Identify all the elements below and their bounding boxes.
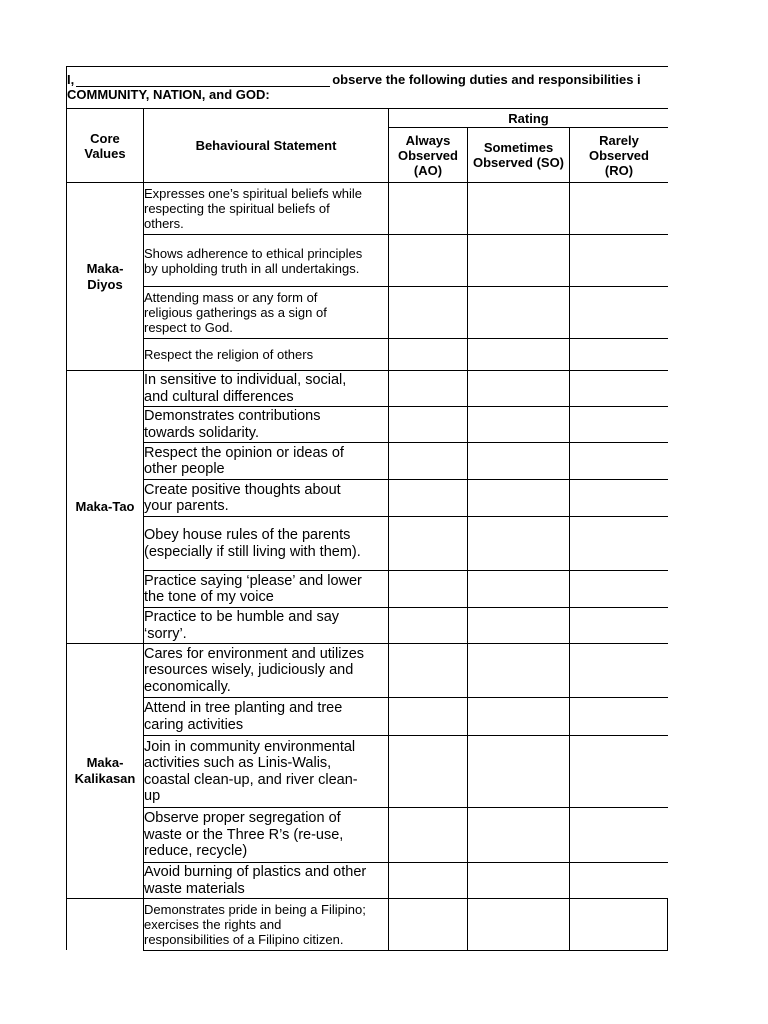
header-behavioural-statement: Behavioural Statement bbox=[195, 138, 337, 153]
statement-cell: Respect the religion of others bbox=[144, 347, 314, 362]
header-rating: Rating bbox=[508, 110, 549, 126]
header-core-values: Core Values bbox=[84, 130, 126, 161]
statement-cell: Demonstrates contributions towards solidarity. bbox=[144, 408, 321, 441]
bottom-row-border bbox=[143, 950, 668, 951]
right-border bbox=[667, 898, 668, 950]
statement-cell: Expresses one’s spiritual beliefs while respecting the spiritual beliefs of others. bbox=[144, 186, 362, 231]
intro-prefix: I, bbox=[67, 72, 75, 87]
statement-cell: Attend in tree planting and tree caring activities bbox=[144, 700, 343, 733]
statement-cell: Practice to be humble and say ‘sorry’. bbox=[144, 609, 340, 642]
statement-cell: In sensitive to individual, social, and cultural differences bbox=[144, 372, 347, 405]
col-divider-so bbox=[569, 127, 570, 950]
statement-cell: Create positive thoughts about your parents. bbox=[144, 481, 341, 514]
intro-line-2: COMMUNITY, NATION, and GOD: bbox=[67, 87, 270, 102]
header-always-observed: Always Observed (AO) bbox=[398, 132, 458, 178]
statement-cell: Respect the opinion or ideas of other people bbox=[144, 444, 344, 477]
statement-cell: Obey house rules of the parents (especially if still living with them). bbox=[144, 527, 361, 560]
name-blank-line bbox=[76, 73, 330, 87]
statement-cell: Join in community environmental activities such as Linis-Walis, coastal clean-up, and river clean- up bbox=[144, 738, 358, 804]
statement-cell: Observe proper segregation of waste or the Three R’s (re-use, reduce, recycle) bbox=[144, 810, 344, 860]
col-divider-ao bbox=[467, 127, 468, 950]
intro-line-1 bbox=[67, 72, 641, 87]
core-value-maka-tao: Maka-Tao bbox=[75, 499, 135, 514]
core-value-maka-diyos: Maka- Diyos bbox=[86, 260, 124, 292]
intro-suffix: observe the following duties and responsibilities i bbox=[332, 72, 641, 87]
header-rarely-observed: Rarely Observed (RO) bbox=[589, 132, 649, 178]
statement-cell: Practice saying ‘please’ and lower the tone of my voice bbox=[144, 572, 362, 605]
statement-cell: Shows adherence to ethical principles by upholding truth in all undertakings. bbox=[144, 245, 363, 276]
statement-cell: Cares for environment and utilizes resources wisely, judiciously and economically. bbox=[144, 645, 365, 695]
header-sometimes-observed: Sometimes Observed (SO) bbox=[472, 140, 565, 170]
statement-cell: Attending mass or any form of religious gatherings as a sign of respect to God. bbox=[144, 290, 327, 335]
statement-cell: Demonstrates pride in being a Filipino; exercises the rights and responsibilities of a Filipino citizen. bbox=[144, 902, 366, 947]
top-border bbox=[66, 66, 668, 67]
statement-cell: Avoid burning of plastics and other waste materials bbox=[144, 864, 367, 897]
core-value-maka-kalikasan: Maka- Kalikasan bbox=[74, 755, 136, 786]
